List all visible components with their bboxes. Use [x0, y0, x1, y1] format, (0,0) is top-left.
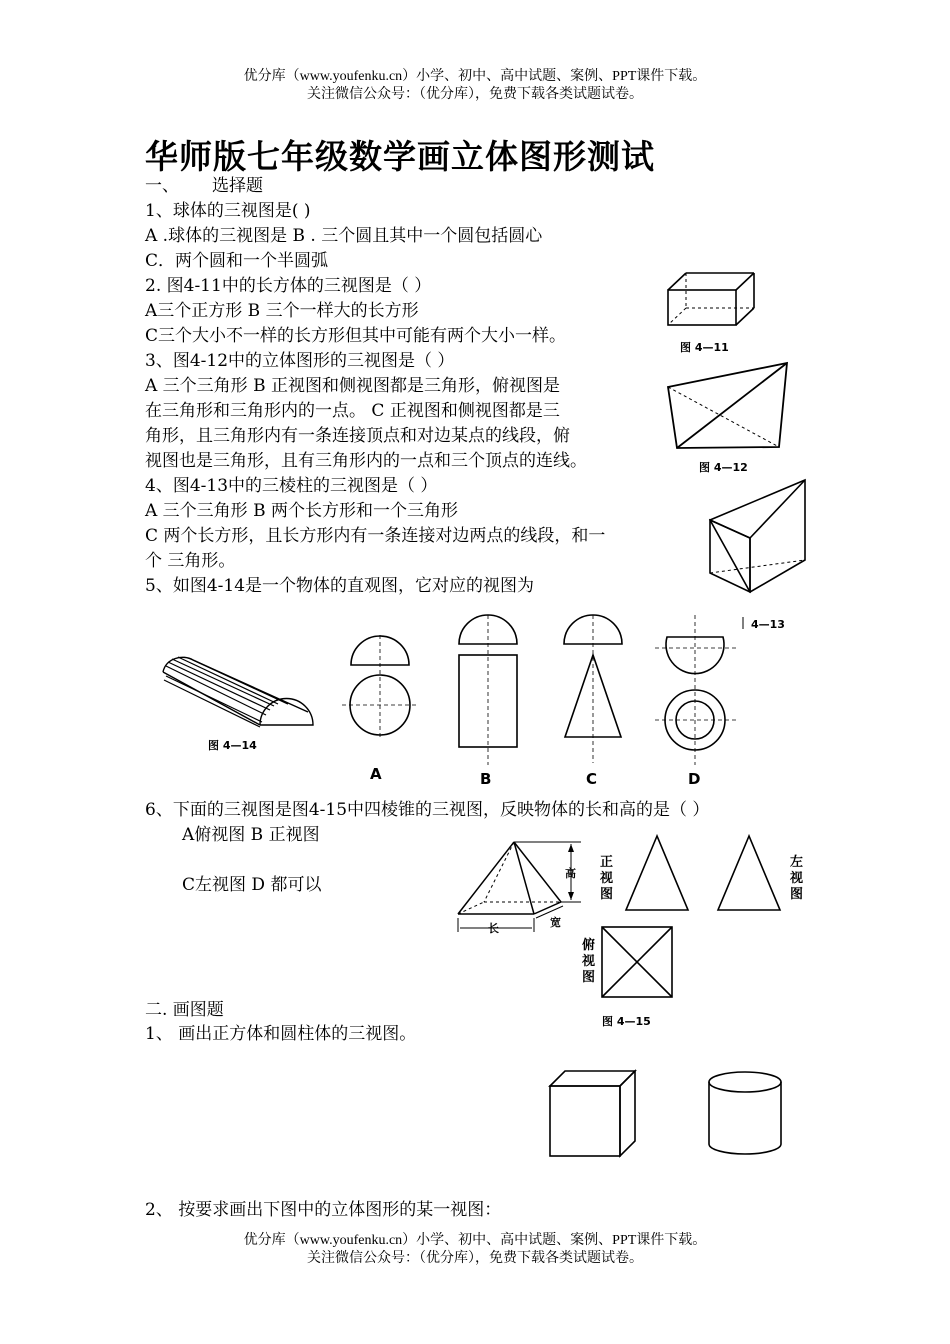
- section2-q1: 1、 画出正方体和圆柱体的三视图。: [145, 1024, 417, 1044]
- q4-stem: 4、图4-13中的三棱柱的三视图是（ ）: [145, 476, 438, 496]
- fig-4-15-caption-svg: [600, 1010, 680, 1030]
- fig-4-13-caption: 4—13: [751, 618, 785, 631]
- page-title: 华师版七年级数学画立体图形测试: [145, 137, 655, 176]
- q6-stem: 6、下面的三视图是图4-15中四棱锥的三视图，反映物体的长和高的是（ ）: [145, 800, 710, 820]
- q4-option-c-line1: C 两个长方形，且长方形内有一条连接对边两点的线段，和一: [145, 526, 606, 546]
- q1-stem: 1、球体的三视图是( ): [145, 201, 311, 221]
- figure-4-13-prism: [705, 475, 815, 635]
- header-line-2: 关注微信公众号：（优分库），免费下载各类试题试卷。: [307, 87, 643, 102]
- section1-heading: 选择题: [212, 176, 263, 196]
- figure-4-14-half-cylinder: [158, 640, 318, 750]
- q3-line-3: 角形，且三角形内有一条连接顶点和对边某点的线段，俯: [145, 426, 570, 446]
- dim-length-label: 长: [488, 922, 499, 935]
- top-view-square: [600, 925, 675, 1000]
- dim-height-label: 高: [565, 867, 576, 880]
- q1-options-ab: A .球体的三视图是 B . 三个圆且其中一个圆包括圆心: [145, 226, 543, 246]
- option-d-label: D: [688, 770, 701, 788]
- left-view-label: 左视图: [790, 855, 804, 902]
- figure-4-11-cuboid: [660, 268, 760, 358]
- top-view-label: 俯视图: [582, 938, 596, 985]
- fig-4-11-caption: 图 4—11: [680, 341, 729, 354]
- header-line-1: 优分库（www.youfenku.cn）小学、初中、高中试题、案例、PPT课件下载。: [243, 69, 707, 84]
- q3-line-1: A 三个三角形 B 正视图和侧视图都是三角形，俯视图是: [145, 376, 560, 396]
- section2-heading: 二. 画图题: [145, 1000, 224, 1020]
- q1-option-c: C．两个圆和一个半圆弧: [145, 251, 329, 271]
- section2-q2: 2、 按要求画出下图中的立体图形的某一视图：: [145, 1200, 502, 1220]
- fig-4-14-caption: 图 4—14: [208, 739, 257, 752]
- figure-4-12-tetrahedron: [665, 360, 795, 480]
- footer-line-2: 关注微信公众号：（优分库），免费下载各类试题试卷。: [307, 1251, 643, 1266]
- q3-line-2: 在三角形和三角形内的一点。 C 正视图和侧视图都是三: [145, 401, 560, 421]
- option-c-label: C: [586, 770, 598, 788]
- option-b-label: B: [480, 770, 492, 788]
- q2-stem: 2. 图4-11中的长方体的三视图是（ ）: [145, 276, 432, 296]
- q2-options-ab: A三个正方形 B 三个一样大的长方形: [145, 301, 419, 321]
- cube-figure: [545, 1068, 645, 1168]
- option-b-views: [448, 615, 528, 775]
- dim-width-label: 宽: [550, 916, 561, 929]
- option-a-label: A: [370, 765, 382, 783]
- q6-options-ab: A俯视图 B 正视图: [182, 825, 320, 845]
- footer-line-1: 优分库（www.youfenku.cn）小学、初中、高中试题、案例、PPT课件下载。: [243, 1233, 707, 1248]
- left-view-triangle: [714, 832, 784, 912]
- figure-4-15-pyramid: [446, 832, 596, 942]
- q3-stem: 3、图4-12中的立体图形的三视图是（ ）: [145, 351, 455, 371]
- q4-option-c-line2: 个 三角形。: [145, 551, 236, 571]
- fig-4-12-caption: 图 4—12: [699, 461, 748, 474]
- front-view-label: 正视图: [600, 855, 614, 902]
- q6-options-cd: C左视图 D 都可以: [182, 875, 322, 895]
- q4-options-ab: A 三个三角形 B 两个长方形和一个三角形: [145, 501, 458, 521]
- option-d-views: [650, 615, 740, 775]
- q5-stem: 5、如图4-14是一个物体的直观图，它对应的视图为: [145, 576, 535, 596]
- fig-4-15-caption: 图 4—15: [602, 1015, 651, 1028]
- front-view-triangle: [622, 832, 692, 912]
- q3-line-4: 视图也是三角形，且有三角形内的一点和三个顶点的连线。: [145, 451, 587, 471]
- section1-heading-num: 一、: [145, 176, 179, 196]
- option-c-views: [553, 615, 633, 775]
- cylinder-figure: [703, 1068, 793, 1168]
- q2-option-c: C三个大小不一样的长方形但其中可能有两个大小一样。: [145, 326, 567, 346]
